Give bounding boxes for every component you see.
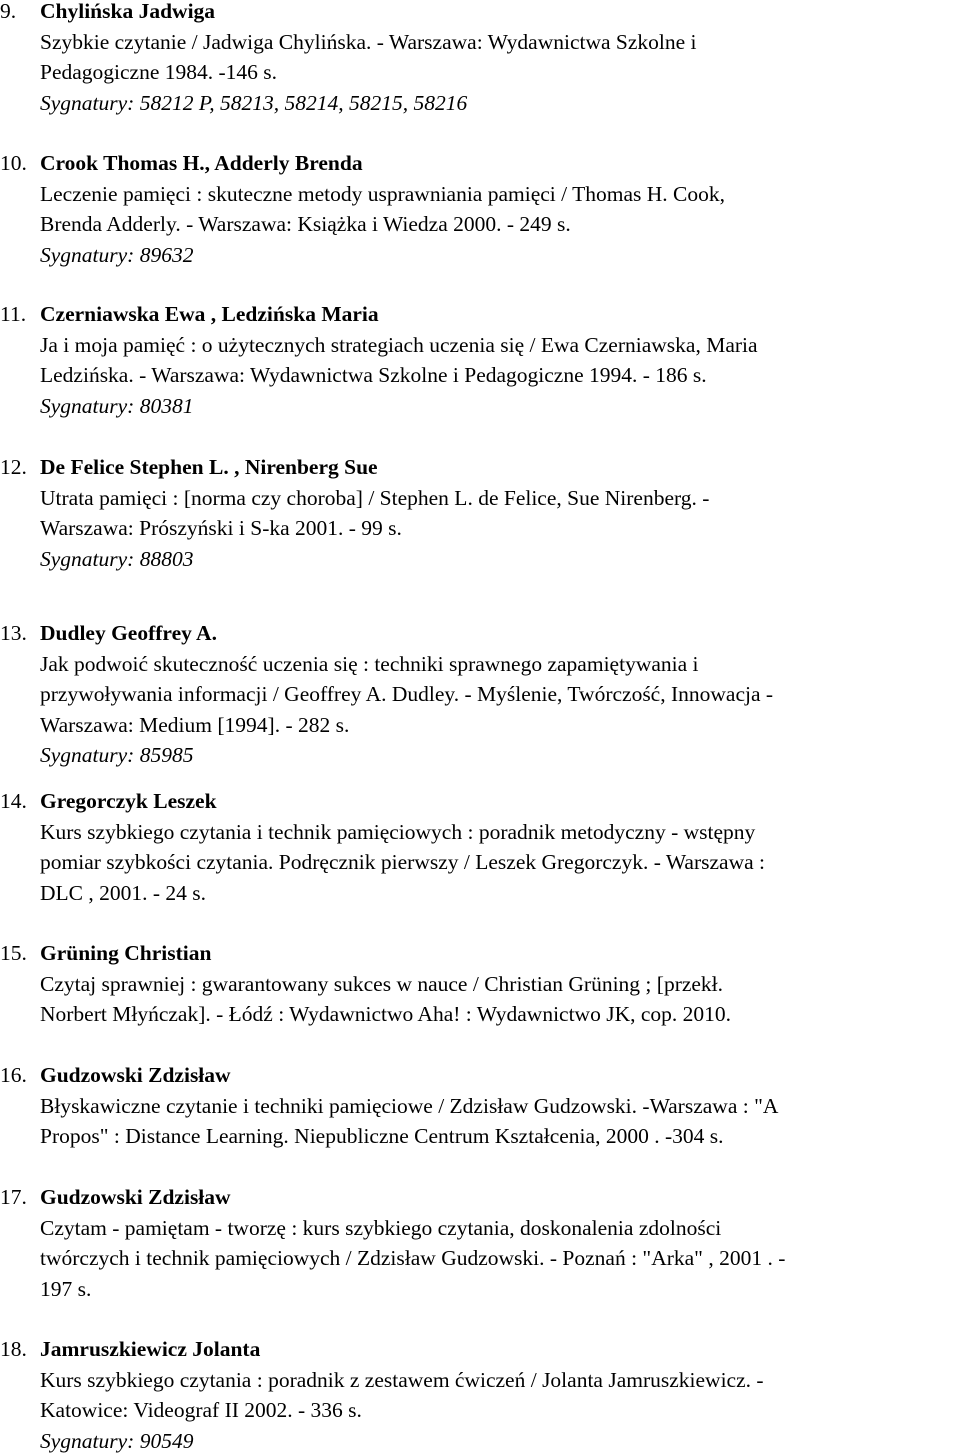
entry-author: Grüning Christian (40, 941, 212, 965)
entry-number: 16. (0, 1063, 27, 1087)
entry-description-line: Brenda Adderly. - Warszawa: Książka i Wiedza 2000. - 249 s. (40, 212, 571, 236)
entry-number: 18. (0, 1337, 27, 1361)
entry-description-line: Ledzińska. - Warszawa: Wydawnictwa Szkolne i Pedagogiczne 1994. - 186 s. (40, 363, 707, 387)
entry-description-line: Utrata pamięci : [norma czy choroba] / Stephen L. de Felice, Sue Nirenberg. - (40, 485, 710, 510)
entry-description-line: Warszawa: Medium [1994]. - 282 s. (40, 712, 350, 737)
entry-description-line: DLC , 2001. - 24 s. (40, 880, 207, 905)
entry-number: 13. (0, 621, 27, 645)
entry-author: Jamruszkiewicz Jolanta (40, 1337, 261, 1361)
entry-description-line: Warszawa: Prószyński i S-ka 2001. - 99 s. (40, 516, 402, 540)
entry-author: Dudley Geoffrey A. (40, 621, 217, 645)
entry-number: 12. (0, 455, 27, 479)
entry-signatures: Sygnatury: 85985 (40, 743, 194, 767)
entry-description-line: Błyskawiczne czytanie i techniki pamięciowe / Zdzisław Gudzowski. -Warszawa : "A (40, 1093, 779, 1118)
entry-author: Gudzowski Zdzisław (40, 1063, 231, 1087)
entry-number: 10. (0, 151, 27, 175)
entry-signatures: Sygnatury: 80381 (40, 393, 194, 418)
entry-description-line: 197 s. (40, 1276, 92, 1301)
entry-description-line: pomiar szybkości czytania. Podręcznik pierwszy / Leszek Gregorczyk. - Warszawa : (40, 850, 766, 874)
entry-description-line: Leczenie pamięci : skuteczne metody usprawniania pamięci / Thomas H. Cook, (40, 181, 725, 206)
entry-number: 9. (0, 0, 17, 23)
entry-description-line: Szybkie czytanie / Jadwiga Chylińska. - Warszawa: Wydawnictwa Szkolne i (40, 29, 697, 54)
entry-author: Chylińska Jadwiga (40, 0, 216, 23)
entry-description-line: Norbert Młyńczak]. - Łódź : Wydawnictwo Aha! : Wydawnictwo JK, cop. 2010. (40, 1002, 732, 1026)
entry-description-line: Czytam - pamiętam - tworzę : kurs szybkiego czytania, doskonalenia zdolności (40, 1215, 722, 1240)
entry-signatures: Sygnatury: 90549 (40, 1428, 194, 1453)
entry-description-line: Jak podwoić skuteczność uczenia się : techniki sprawnego zapamiętywania i (40, 651, 699, 676)
entry-number: 14. (0, 789, 27, 813)
entry-description-line: Propos" : Distance Learning. Niepubliczne Centrum Kształcenia, 2000 . -304 s. (40, 1124, 724, 1148)
entry-author: Czerniawska Ewa , Ledzińska Maria (40, 302, 379, 326)
entry-description-line: Pedagogiczne 1984. -146 s. (40, 60, 278, 84)
entry-signatures: Sygnatury: 89632 (40, 242, 194, 267)
entry-number: 11. (0, 302, 27, 326)
entry-description-line: Kurs szybkiego czytania : poradnik z zestawem ćwiczeń / Jolanta Jamruszkiewicz. - (40, 1367, 764, 1392)
entry-description-line: Katowice: Videograf II 2002. - 336 s. (40, 1398, 362, 1422)
entry-description-line: przywoływania informacji / Geoffrey A. Dudley. - Myślenie, Twórczość, Innowacja - (40, 682, 774, 706)
entry-signatures: Sygnatury: 58212 P, 58213, 58214, 58215, 58216 (40, 90, 468, 115)
entry-author: Gregorczyk Leszek (40, 789, 217, 813)
entry-description-line: Ja i moja pamięć : o użytecznych strategiach uczenia się / Ewa Czerniawska, Maria (40, 332, 758, 357)
entry-description-line: Kurs szybkiego czytania i technik pamięciowych : poradnik metodyczny - wstępny (40, 819, 756, 844)
entry-description-line: Czytaj sprawniej : gwarantowany sukces w nauce / Christian Grüning ; [przekł. (40, 971, 724, 996)
entry-signatures: Sygnatury: 88803 (40, 546, 194, 571)
entry-number: 15. (0, 941, 27, 965)
entry-author: Crook Thomas H., Adderly Brenda (40, 151, 363, 175)
entry-author: Gudzowski Zdzisław (40, 1185, 231, 1209)
entry-number: 17. (0, 1185, 27, 1209)
entry-author: De Felice Stephen L. , Nirenberg Sue (40, 455, 378, 479)
entry-description-line: twórczych i technik pamięciowych / Zdzisław Gudzowski. - Poznań : "Arka" , 2001 . - (40, 1246, 786, 1270)
